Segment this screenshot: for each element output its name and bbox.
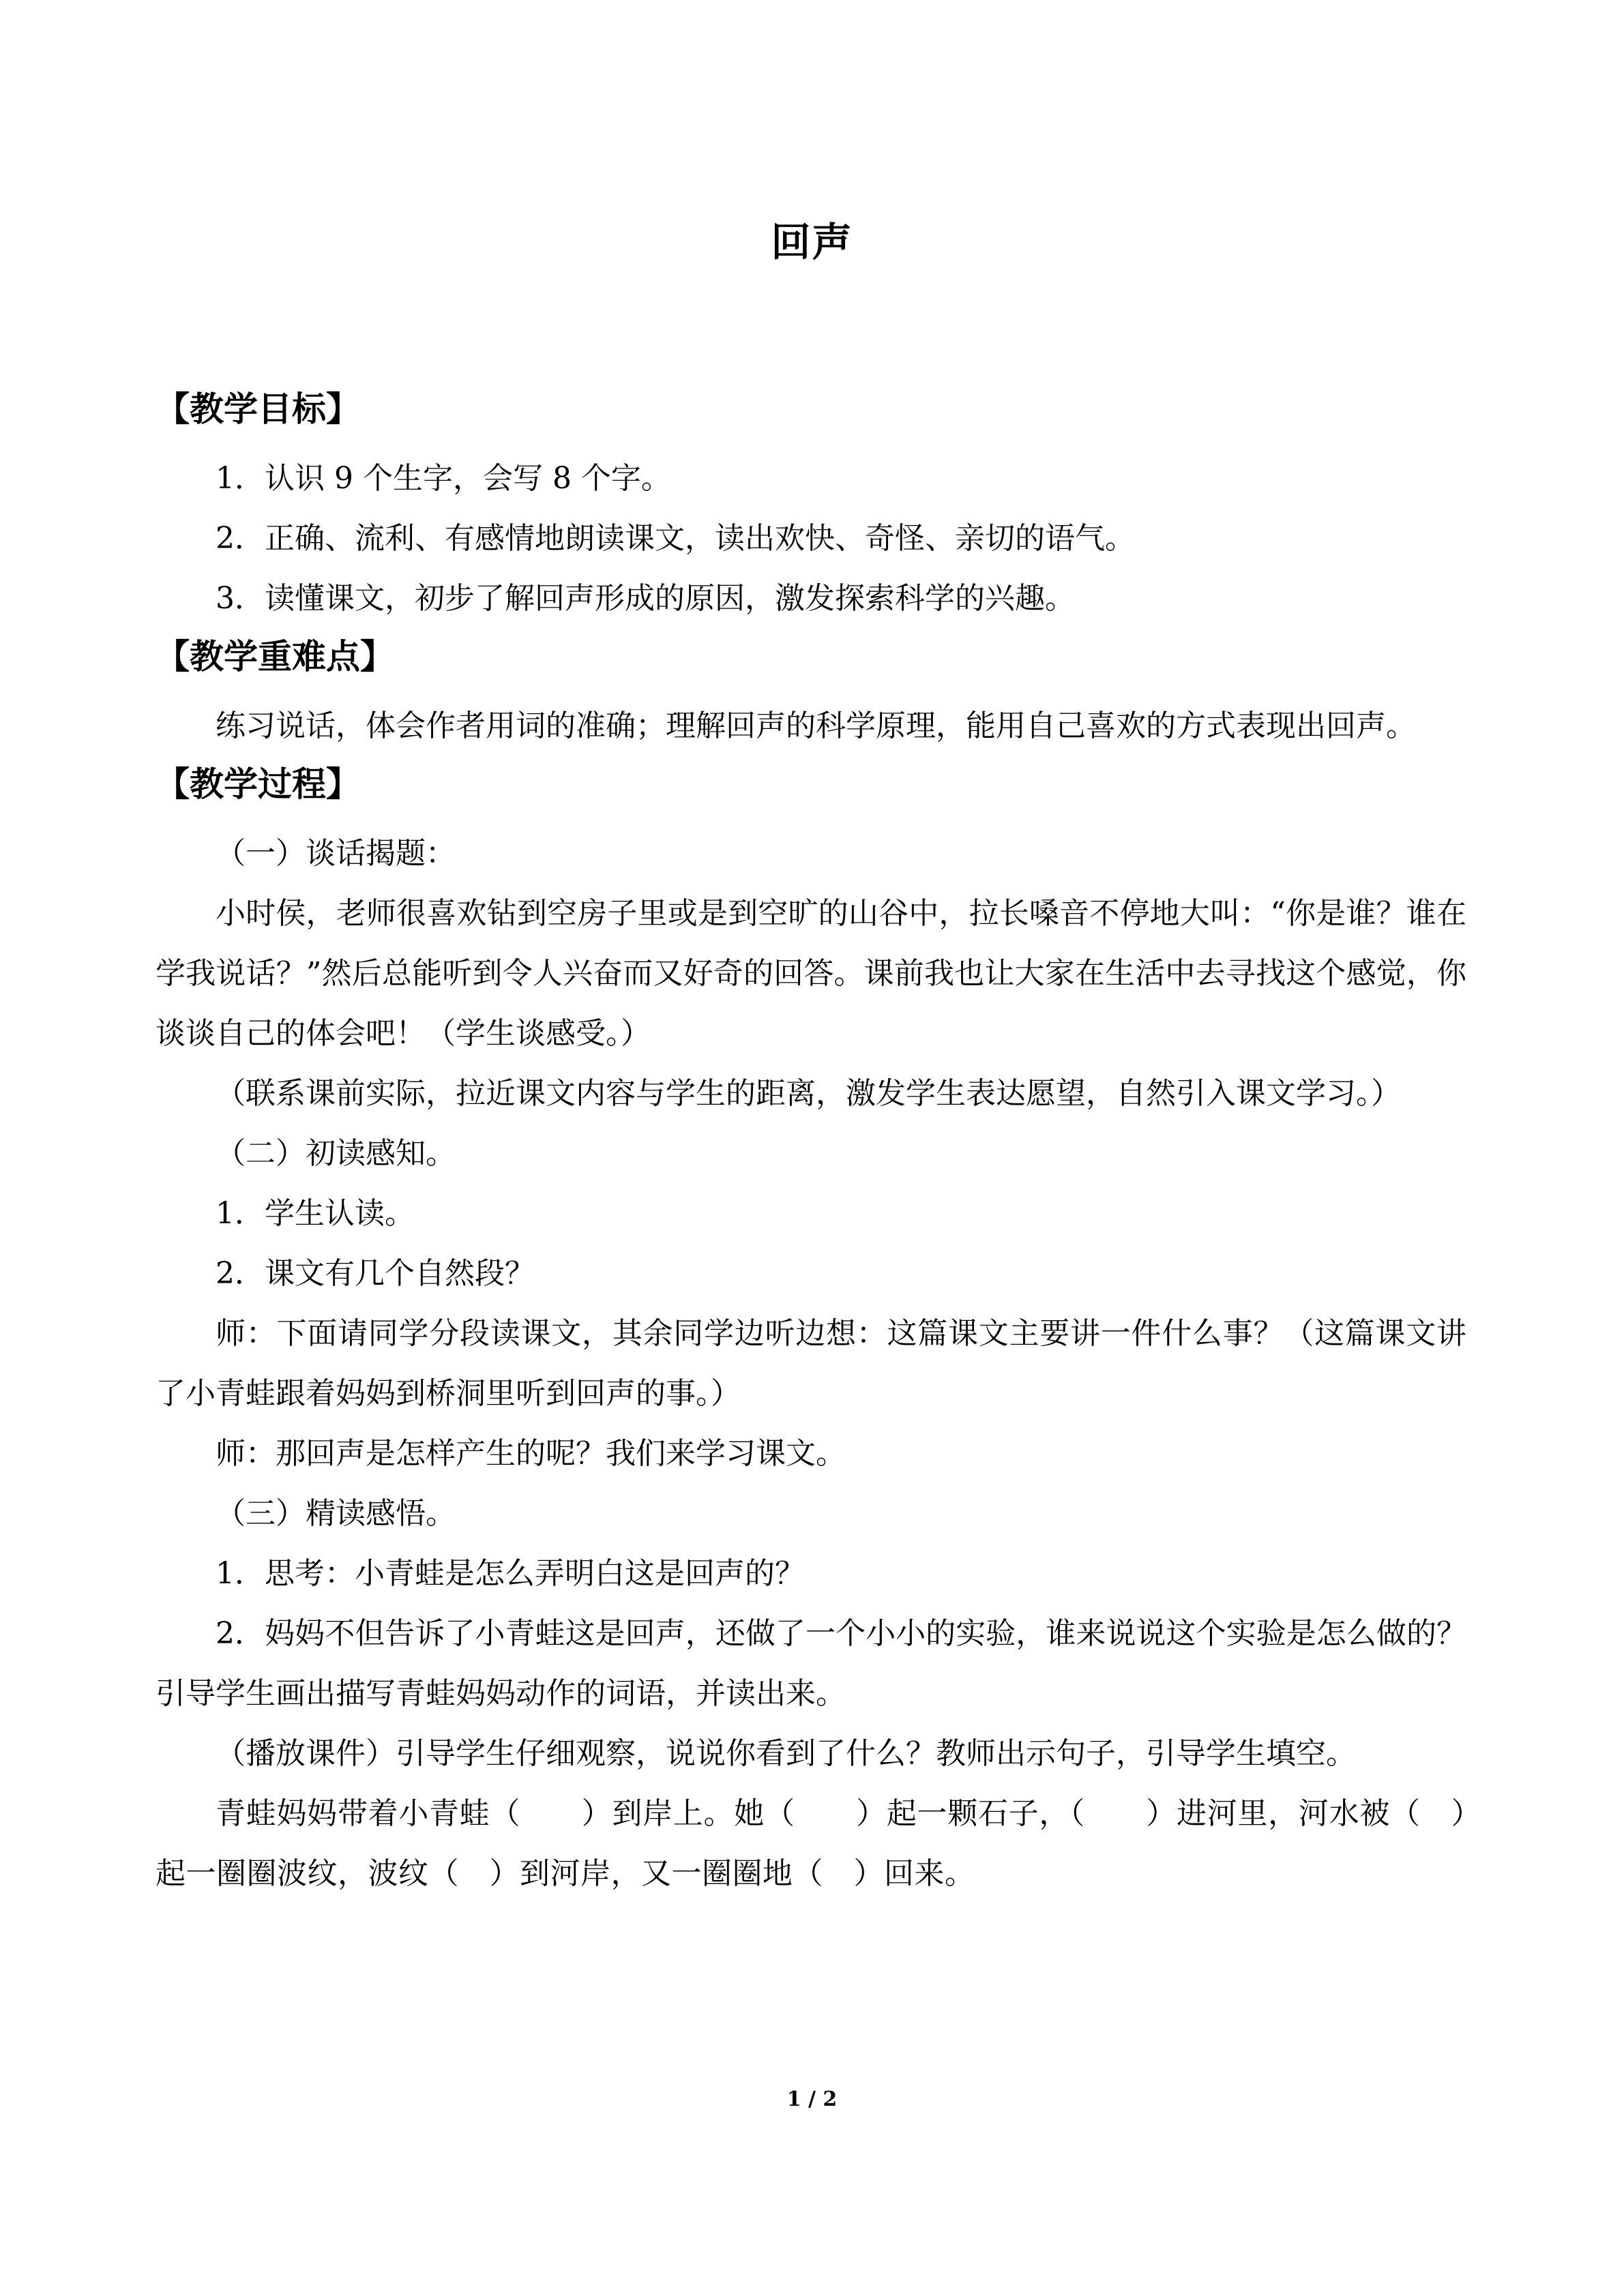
process-paragraph: （二）初读感知。 (216, 1136, 456, 1171)
objective-item: 3．读懂课文，初步了解回声形成的原因，激发探索科学的兴趣。 (216, 581, 1075, 616)
page-title: 回声 (771, 219, 853, 265)
process-paragraph: 2．课文有几个自然段？ (216, 1256, 535, 1291)
section-heading-process: 【教学过程】 (156, 764, 360, 804)
process-paragraph: 1．思考：小青蛙是怎么弄明白这是回声的？ (216, 1556, 805, 1591)
process-paragraph: 师：那回声是怎样产生的呢？我们来学习课文。 (216, 1436, 846, 1471)
fill-in-blank-exercise: 青蛙妈妈带着小青蛙（ ）到岸上。她（ ）起一颗石子，（ ）进河里，河水被（ ）起一圈圈波纹，波纹（ ）到河岸，又一圈圈地（ ）回来。 (156, 1796, 1466, 1891)
process-paragraph: 2．妈妈不但告诉了小青蛙这是回声，还做了一个小小的实验，谁来说说这个实验是怎么做的？引导学生画出描写青蛙妈妈动作的词语，并读出来。 (156, 1616, 1466, 1711)
process-paragraph: 小时侯，老师很喜欢钻到空房子里或是到空旷的山谷中，拉长嗓音不停地大叫：“你是谁？谁在学我说话？”然后总能听到令人兴奋而又好奇的回答。课前我也让大家在生活中去寻找这个感觉，你谈谈自己的体会吧！（学生谈感受。） (156, 896, 1466, 1051)
objective-item: 2．正确、流利、有感情地朗读课文，读出欢快、奇怪、亲切的语气。 (216, 521, 1135, 556)
page-number: 1 / 2 (786, 2087, 838, 2111)
key-points-text: 练习说话，体会作者用词的准确；理解回声的科学原理，能用自己喜欢的方式表现出回声。 (216, 709, 1416, 743)
process-paragraph: 师：下面请同学分段读课文，其余同学边听边想：这篇课文主要讲一件什么事？（这篇课文讲了小青蛙跟着妈妈到桥洞里听到回声的事。） (156, 1316, 1466, 1411)
process-paragraph: （播放课件）引导学生仔细观察，说说你看到了什么？教师出示句子，引导学生填空。 (216, 1736, 1356, 1771)
section-heading-objectives: 【教学目标】 (156, 389, 360, 429)
process-paragraph: （三）精读感悟。 (216, 1496, 456, 1531)
document-body (156, 385, 1466, 1904)
section-heading-key-points: 【教学重难点】 (156, 637, 394, 676)
process-paragraph: 1．学生认读。 (216, 1196, 415, 1231)
process-paragraph: （一）谈话揭题： (216, 836, 456, 871)
process-paragraph: （联系课前实际，拉近课文内容与学生的距离，激发学生表达愿望，自然引入课文学习。） (216, 1076, 1401, 1111)
objective-item: 1．认识 9 个生字，会写 8 个字。 (216, 461, 671, 496)
